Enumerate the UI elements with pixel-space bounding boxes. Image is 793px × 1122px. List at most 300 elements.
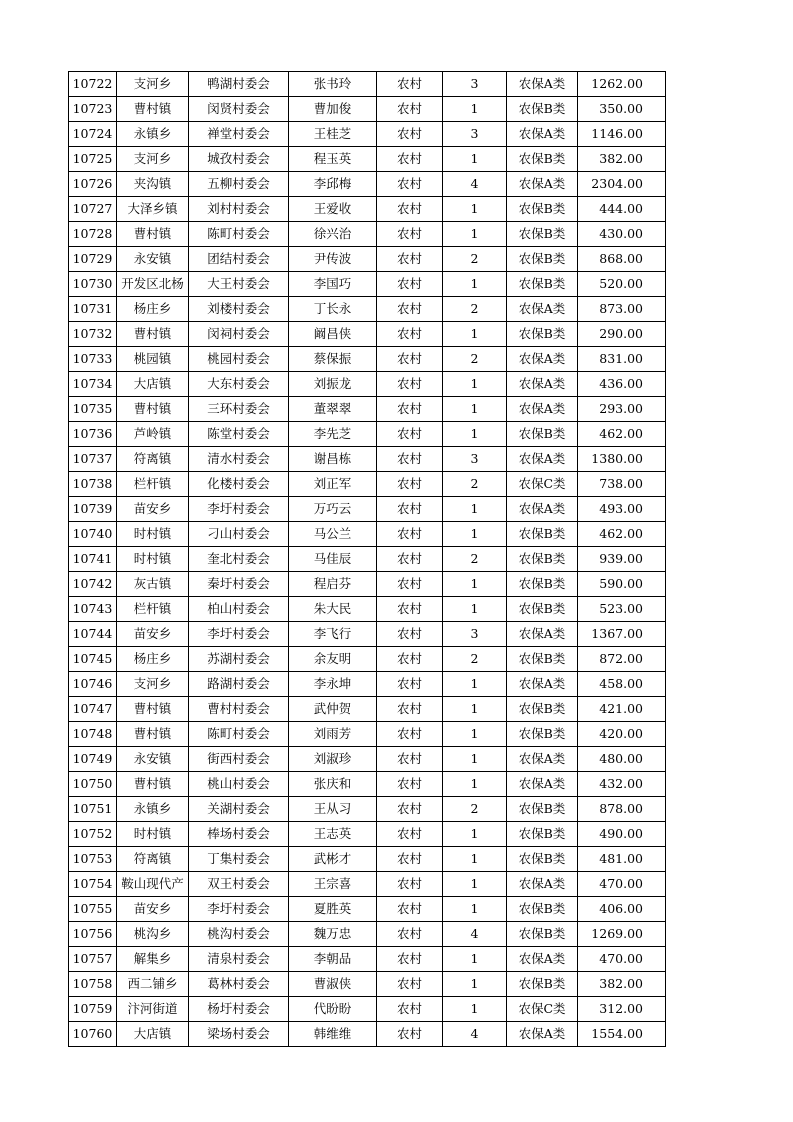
township-cell: 永安镇	[117, 247, 189, 272]
area-type-cell: 农村	[377, 472, 443, 497]
table-row	[69, 272, 666, 297]
amount-cell: 939.00	[578, 547, 666, 572]
village-committee-cell: 杨圩村委会	[189, 997, 289, 1022]
area-type-cell: 农村	[377, 822, 443, 847]
insurance-class-cell: 农保B类	[507, 647, 578, 672]
insurance-class-cell: 农保A类	[507, 1022, 578, 1047]
township-cell: 桃园镇	[117, 347, 189, 372]
table-row	[69, 872, 666, 897]
table-row	[69, 297, 666, 322]
insurance-class-cell: 农保A类	[507, 947, 578, 972]
record-id-cell: 10738	[69, 472, 117, 497]
township-cell: 时村镇	[117, 822, 189, 847]
township-cell: 灰古镇	[117, 572, 189, 597]
amount-cell: 444.00	[578, 197, 666, 222]
area-type-cell: 农村	[377, 97, 443, 122]
amount-cell: 1262.00	[578, 72, 666, 97]
table-row	[69, 172, 666, 197]
person-name-cell: 李国巧	[289, 272, 377, 297]
table-row	[69, 822, 666, 847]
insurance-class-cell: 农保A类	[507, 397, 578, 422]
township-cell: 栏杆镇	[117, 472, 189, 497]
amount-cell: 878.00	[578, 797, 666, 822]
table-row	[69, 372, 666, 397]
area-type-cell: 农村	[377, 847, 443, 872]
person-name-cell: 曹加俊	[289, 97, 377, 122]
household-count-cell: 3	[443, 122, 507, 147]
insurance-class-cell: 农保C类	[507, 472, 578, 497]
amount-cell: 421.00	[578, 697, 666, 722]
table-row	[69, 422, 666, 447]
table-row	[69, 597, 666, 622]
record-id-cell: 10753	[69, 847, 117, 872]
record-id-cell: 10733	[69, 347, 117, 372]
household-count-cell: 1	[443, 97, 507, 122]
table-row	[69, 772, 666, 797]
village-committee-cell: 李圩村委会	[189, 622, 289, 647]
area-type-cell: 农村	[377, 922, 443, 947]
amount-cell: 480.00	[578, 747, 666, 772]
person-name-cell: 谢昌栋	[289, 447, 377, 472]
area-type-cell: 农村	[377, 222, 443, 247]
person-name-cell: 余友明	[289, 647, 377, 672]
village-committee-cell: 禅堂村委会	[189, 122, 289, 147]
record-id-cell: 10731	[69, 297, 117, 322]
person-name-cell: 武彬才	[289, 847, 377, 872]
insurance-class-cell: 农保B类	[507, 547, 578, 572]
township-cell: 鞍山现代产	[117, 872, 189, 897]
village-committee-cell: 刘村村委会	[189, 197, 289, 222]
insurance-class-cell: 农保B类	[507, 247, 578, 272]
amount-cell: 290.00	[578, 322, 666, 347]
amount-cell: 312.00	[578, 997, 666, 1022]
insurance-class-cell: 农保A类	[507, 172, 578, 197]
amount-cell: 382.00	[578, 147, 666, 172]
insurance-class-cell: 农保A类	[507, 497, 578, 522]
township-cell: 解集乡	[117, 947, 189, 972]
insurance-class-cell: 农保A类	[507, 447, 578, 472]
amount-cell: 432.00	[578, 772, 666, 797]
area-type-cell: 农村	[377, 897, 443, 922]
area-type-cell: 农村	[377, 997, 443, 1022]
record-id-cell: 10754	[69, 872, 117, 897]
household-count-cell: 1	[443, 597, 507, 622]
table-row	[69, 647, 666, 672]
person-name-cell: 尹传波	[289, 247, 377, 272]
person-name-cell: 王志英	[289, 822, 377, 847]
person-name-cell: 董翠翠	[289, 397, 377, 422]
table-row	[69, 97, 666, 122]
amount-cell: 470.00	[578, 872, 666, 897]
township-cell: 曹村镇	[117, 397, 189, 422]
village-committee-cell: 陈町村委会	[189, 722, 289, 747]
person-name-cell: 武仲贺	[289, 697, 377, 722]
person-name-cell: 魏万忠	[289, 922, 377, 947]
table-row	[69, 497, 666, 522]
record-id-cell: 10722	[69, 72, 117, 97]
record-id-cell: 10742	[69, 572, 117, 597]
table-row	[69, 472, 666, 497]
household-count-cell: 1	[443, 372, 507, 397]
village-committee-cell: 桃园村委会	[189, 347, 289, 372]
insurance-class-cell: 农保B类	[507, 972, 578, 997]
village-committee-cell: 苏湖村委会	[189, 647, 289, 672]
person-name-cell: 万巧云	[289, 497, 377, 522]
amount-cell: 520.00	[578, 272, 666, 297]
village-committee-cell: 关湖村委会	[189, 797, 289, 822]
area-type-cell: 农村	[377, 797, 443, 822]
insurance-class-cell: 农保A类	[507, 372, 578, 397]
amount-cell: 831.00	[578, 347, 666, 372]
person-name-cell: 李先芝	[289, 422, 377, 447]
person-name-cell: 程玉英	[289, 147, 377, 172]
records-table	[68, 71, 666, 1047]
area-type-cell: 农村	[377, 947, 443, 972]
record-id-cell: 10730	[69, 272, 117, 297]
record-id-cell: 10759	[69, 997, 117, 1022]
record-id-cell: 10760	[69, 1022, 117, 1047]
township-cell: 大泽乡镇	[117, 197, 189, 222]
township-cell: 曹村镇	[117, 322, 189, 347]
insurance-class-cell: 农保A类	[507, 872, 578, 897]
table-row	[69, 122, 666, 147]
area-type-cell: 农村	[377, 322, 443, 347]
amount-cell: 873.00	[578, 297, 666, 322]
village-committee-cell: 街西村委会	[189, 747, 289, 772]
village-committee-cell: 葛林村委会	[189, 972, 289, 997]
record-id-cell: 10750	[69, 772, 117, 797]
area-type-cell: 农村	[377, 547, 443, 572]
township-cell: 苗安乡	[117, 897, 189, 922]
person-name-cell: 韩维维	[289, 1022, 377, 1047]
insurance-class-cell: 农保B类	[507, 572, 578, 597]
area-type-cell: 农村	[377, 872, 443, 897]
amount-cell: 868.00	[578, 247, 666, 272]
village-committee-cell: 双王村委会	[189, 872, 289, 897]
table-row	[69, 1022, 666, 1047]
township-cell: 支河乡	[117, 72, 189, 97]
amount-cell: 406.00	[578, 897, 666, 922]
township-cell: 符离镇	[117, 847, 189, 872]
amount-cell: 293.00	[578, 397, 666, 422]
household-count-cell: 1	[443, 147, 507, 172]
area-type-cell: 农村	[377, 972, 443, 997]
person-name-cell: 阚昌侠	[289, 322, 377, 347]
person-name-cell: 曹淑侠	[289, 972, 377, 997]
record-id-cell: 10735	[69, 397, 117, 422]
amount-cell: 738.00	[578, 472, 666, 497]
area-type-cell: 农村	[377, 122, 443, 147]
village-committee-cell: 李圩村委会	[189, 897, 289, 922]
area-type-cell: 农村	[377, 1022, 443, 1047]
amount-cell: 481.00	[578, 847, 666, 872]
amount-cell: 2304.00	[578, 172, 666, 197]
household-count-cell: 2	[443, 247, 507, 272]
amount-cell: 462.00	[578, 522, 666, 547]
area-type-cell: 农村	[377, 597, 443, 622]
amount-cell: 458.00	[578, 672, 666, 697]
area-type-cell: 农村	[377, 147, 443, 172]
township-cell: 支河乡	[117, 672, 189, 697]
person-name-cell: 蔡保振	[289, 347, 377, 372]
township-cell: 永安镇	[117, 747, 189, 772]
insurance-class-cell: 农保B类	[507, 97, 578, 122]
area-type-cell: 农村	[377, 497, 443, 522]
township-cell: 芦岭镇	[117, 422, 189, 447]
household-count-cell: 1	[443, 747, 507, 772]
village-committee-cell: 陈堂村委会	[189, 422, 289, 447]
person-name-cell: 李朝品	[289, 947, 377, 972]
person-name-cell: 刘淑珍	[289, 747, 377, 772]
village-committee-cell: 清泉村委会	[189, 947, 289, 972]
insurance-class-cell: 农保A类	[507, 297, 578, 322]
household-count-cell: 1	[443, 697, 507, 722]
table-row	[69, 572, 666, 597]
amount-cell: 470.00	[578, 947, 666, 972]
village-committee-cell: 大王村委会	[189, 272, 289, 297]
insurance-class-cell: 农保B类	[507, 222, 578, 247]
insurance-class-cell: 农保B类	[507, 722, 578, 747]
household-count-cell: 1	[443, 822, 507, 847]
household-count-cell: 1	[443, 722, 507, 747]
township-cell: 杨庄乡	[117, 297, 189, 322]
amount-cell: 1380.00	[578, 447, 666, 472]
area-type-cell: 农村	[377, 747, 443, 772]
village-committee-cell: 梁场村委会	[189, 1022, 289, 1047]
area-type-cell: 农村	[377, 572, 443, 597]
record-id-cell: 10729	[69, 247, 117, 272]
table-row	[69, 897, 666, 922]
area-type-cell: 农村	[377, 772, 443, 797]
person-name-cell: 王爱收	[289, 197, 377, 222]
record-id-cell: 10744	[69, 622, 117, 647]
area-type-cell: 农村	[377, 522, 443, 547]
village-committee-cell: 清水村委会	[189, 447, 289, 472]
record-id-cell: 10739	[69, 497, 117, 522]
household-count-cell: 3	[443, 622, 507, 647]
table-row	[69, 522, 666, 547]
person-name-cell: 李永坤	[289, 672, 377, 697]
household-count-cell: 1	[443, 972, 507, 997]
township-cell: 符离镇	[117, 447, 189, 472]
township-cell: 夹沟镇	[117, 172, 189, 197]
record-id-cell: 10747	[69, 697, 117, 722]
insurance-class-cell: 农保A类	[507, 672, 578, 697]
household-count-cell: 2	[443, 797, 507, 822]
area-type-cell: 农村	[377, 672, 443, 697]
person-name-cell: 马公兰	[289, 522, 377, 547]
insurance-class-cell: 农保A类	[507, 347, 578, 372]
area-type-cell: 农村	[377, 372, 443, 397]
township-cell: 时村镇	[117, 522, 189, 547]
table-row	[69, 447, 666, 472]
person-name-cell: 丁长永	[289, 297, 377, 322]
household-count-cell: 4	[443, 172, 507, 197]
area-type-cell: 农村	[377, 647, 443, 672]
household-count-cell: 3	[443, 447, 507, 472]
amount-cell: 490.00	[578, 822, 666, 847]
household-count-cell: 2	[443, 347, 507, 372]
table-row	[69, 997, 666, 1022]
amount-cell: 350.00	[578, 97, 666, 122]
area-type-cell: 农村	[377, 297, 443, 322]
village-committee-cell: 闵贤村委会	[189, 97, 289, 122]
amount-cell: 493.00	[578, 497, 666, 522]
area-type-cell: 农村	[377, 697, 443, 722]
household-count-cell: 1	[443, 197, 507, 222]
household-count-cell: 1	[443, 497, 507, 522]
insurance-class-cell: 农保A类	[507, 772, 578, 797]
table-row	[69, 147, 666, 172]
record-id-cell: 10745	[69, 647, 117, 672]
amount-cell: 523.00	[578, 597, 666, 622]
records-table-body	[69, 72, 666, 1047]
amount-cell: 462.00	[578, 422, 666, 447]
township-cell: 苗安乡	[117, 622, 189, 647]
table-row	[69, 972, 666, 997]
person-name-cell: 张庆和	[289, 772, 377, 797]
person-name-cell: 朱大民	[289, 597, 377, 622]
village-committee-cell: 刁山村委会	[189, 522, 289, 547]
insurance-class-cell: 农保B类	[507, 697, 578, 722]
table-row	[69, 947, 666, 972]
record-id-cell: 10755	[69, 897, 117, 922]
table-row	[69, 697, 666, 722]
table-row	[69, 922, 666, 947]
amount-cell: 1367.00	[578, 622, 666, 647]
record-id-cell: 10756	[69, 922, 117, 947]
township-cell: 永镇乡	[117, 797, 189, 822]
village-committee-cell: 丁集村委会	[189, 847, 289, 872]
record-id-cell: 10732	[69, 322, 117, 347]
township-cell: 大店镇	[117, 1022, 189, 1047]
household-count-cell: 2	[443, 472, 507, 497]
household-count-cell: 1	[443, 222, 507, 247]
village-committee-cell: 闵祠村委会	[189, 322, 289, 347]
record-id-cell: 10743	[69, 597, 117, 622]
table-row	[69, 247, 666, 272]
household-count-cell: 1	[443, 997, 507, 1022]
township-cell: 汴河街道	[117, 997, 189, 1022]
person-name-cell: 马佳辰	[289, 547, 377, 572]
record-id-cell: 10748	[69, 722, 117, 747]
table-row	[69, 797, 666, 822]
area-type-cell: 农村	[377, 622, 443, 647]
village-committee-cell: 奎北村委会	[189, 547, 289, 572]
village-committee-cell: 化楼村委会	[189, 472, 289, 497]
person-name-cell: 程启芬	[289, 572, 377, 597]
village-committee-cell: 刘楼村委会	[189, 297, 289, 322]
amount-cell: 1554.00	[578, 1022, 666, 1047]
household-count-cell: 3	[443, 72, 507, 97]
township-cell: 西二铺乡	[117, 972, 189, 997]
insurance-class-cell: 农保B类	[507, 847, 578, 872]
person-name-cell: 刘雨芳	[289, 722, 377, 747]
township-cell: 大店镇	[117, 372, 189, 397]
household-count-cell: 1	[443, 672, 507, 697]
area-type-cell: 农村	[377, 447, 443, 472]
person-name-cell: 王桂芝	[289, 122, 377, 147]
insurance-class-cell: 农保B类	[507, 322, 578, 347]
village-committee-cell: 大东村委会	[189, 372, 289, 397]
person-name-cell: 张书玲	[289, 72, 377, 97]
area-type-cell: 农村	[377, 247, 443, 272]
area-type-cell: 农村	[377, 422, 443, 447]
insurance-class-cell: 农保B类	[507, 272, 578, 297]
record-id-cell: 10724	[69, 122, 117, 147]
township-cell: 曹村镇	[117, 222, 189, 247]
person-name-cell: 李飞行	[289, 622, 377, 647]
record-id-cell: 10726	[69, 172, 117, 197]
village-committee-cell: 三环村委会	[189, 397, 289, 422]
table-row	[69, 722, 666, 747]
household-count-cell: 1	[443, 847, 507, 872]
household-count-cell: 4	[443, 1022, 507, 1047]
household-count-cell: 2	[443, 297, 507, 322]
amount-cell: 1269.00	[578, 922, 666, 947]
household-count-cell: 1	[443, 897, 507, 922]
township-cell: 杨庄乡	[117, 647, 189, 672]
amount-cell: 382.00	[578, 972, 666, 997]
township-cell: 桃沟乡	[117, 922, 189, 947]
township-cell: 时村镇	[117, 547, 189, 572]
household-count-cell: 1	[443, 422, 507, 447]
insurance-class-cell: 农保A类	[507, 72, 578, 97]
amount-cell: 590.00	[578, 572, 666, 597]
household-count-cell: 1	[443, 772, 507, 797]
area-type-cell: 农村	[377, 172, 443, 197]
area-type-cell: 农村	[377, 397, 443, 422]
village-committee-cell: 柏山村委会	[189, 597, 289, 622]
record-id-cell: 10749	[69, 747, 117, 772]
table-row	[69, 322, 666, 347]
area-type-cell: 农村	[377, 272, 443, 297]
village-committee-cell: 棒场村委会	[189, 822, 289, 847]
area-type-cell: 农村	[377, 197, 443, 222]
person-name-cell: 徐兴治	[289, 222, 377, 247]
insurance-class-cell: 农保B类	[507, 922, 578, 947]
person-name-cell: 代盼盼	[289, 997, 377, 1022]
table-row	[69, 347, 666, 372]
insurance-class-cell: 农保B类	[507, 197, 578, 222]
record-id-cell: 10728	[69, 222, 117, 247]
township-cell: 支河乡	[117, 147, 189, 172]
table-row	[69, 622, 666, 647]
person-name-cell: 刘正军	[289, 472, 377, 497]
village-committee-cell: 陈町村委会	[189, 222, 289, 247]
amount-cell: 1146.00	[578, 122, 666, 147]
insurance-class-cell: 农保B类	[507, 797, 578, 822]
village-committee-cell: 城孜村委会	[189, 147, 289, 172]
village-committee-cell: 路湖村委会	[189, 672, 289, 697]
insurance-class-cell: 农保A类	[507, 747, 578, 772]
household-count-cell: 1	[443, 522, 507, 547]
household-count-cell: 2	[443, 647, 507, 672]
township-cell: 曹村镇	[117, 772, 189, 797]
record-id-cell: 10741	[69, 547, 117, 572]
village-committee-cell: 团结村委会	[189, 247, 289, 272]
insurance-class-cell: 农保B类	[507, 522, 578, 547]
record-id-cell: 10751	[69, 797, 117, 822]
township-cell: 栏杆镇	[117, 597, 189, 622]
amount-cell: 436.00	[578, 372, 666, 397]
household-count-cell: 1	[443, 947, 507, 972]
record-id-cell: 10740	[69, 522, 117, 547]
village-committee-cell: 秦圩村委会	[189, 572, 289, 597]
person-name-cell: 刘振龙	[289, 372, 377, 397]
person-name-cell: 夏胜英	[289, 897, 377, 922]
insurance-class-cell: 农保B类	[507, 597, 578, 622]
